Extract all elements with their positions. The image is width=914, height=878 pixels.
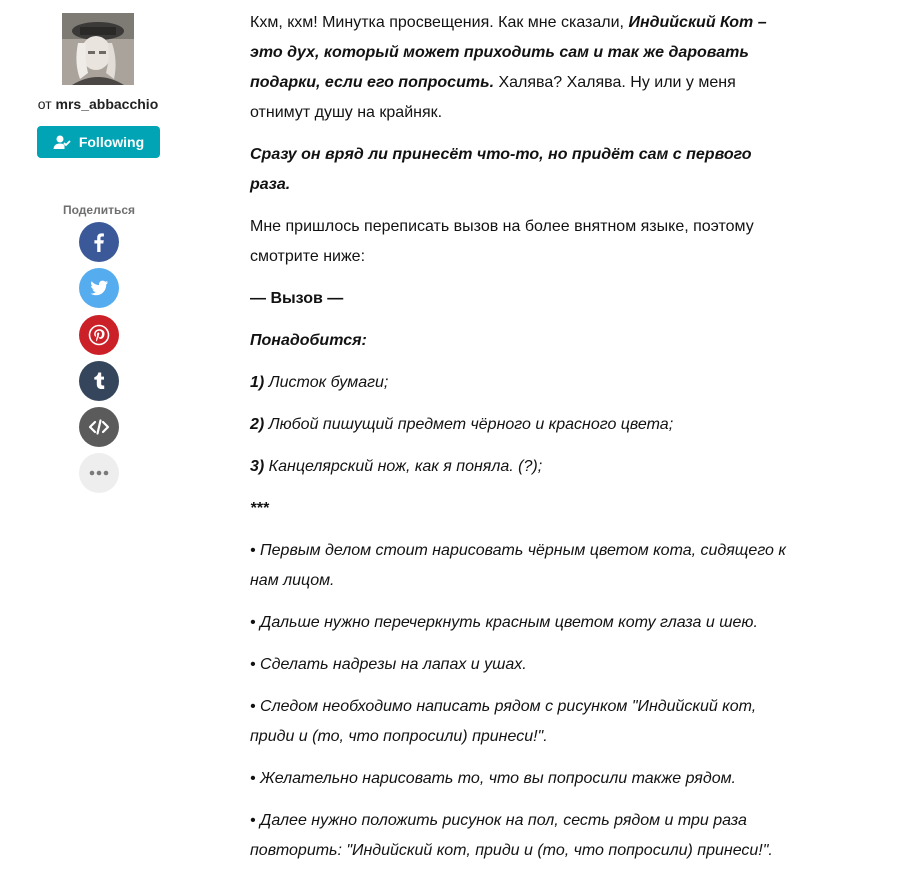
more-options-icon (87, 461, 111, 485)
requirement-text: Листок бумаги; (264, 374, 389, 391)
intro-paragraph (250, 8, 795, 128)
step-text: • Дальше нужно перечеркнуть красным цветом коту глаза и шею. (250, 614, 758, 631)
follow-button[interactable] (37, 126, 160, 158)
rewrite-paragraph: Мне пришлось переписать вызов на более внятном языке, поэтому смотрите ниже: (250, 218, 754, 265)
requirement-item (250, 368, 795, 398)
step-text: • Желательно нарисовать то, что вы попросили также рядом. (250, 770, 736, 787)
intro-emphasis: Индийский Кот – это дух, который может приходить сам и так же даровать подарки, если его попросить. (250, 14, 767, 91)
requirement-text: Любой пишущий предмет чёрного и красного цвета; (264, 416, 674, 433)
requirement-number: 3) (250, 458, 265, 475)
requirements-heading-text: Понадобится: (250, 332, 367, 349)
more-options-button[interactable] (79, 453, 119, 493)
step-item (250, 692, 795, 752)
step-text: • Сделать надрезы на лапах и ушах. (250, 656, 527, 673)
twitter-icon (87, 276, 111, 300)
intro-text: Кхм, кхм! Минутка просвещения. Как мне сказали, (250, 14, 629, 31)
author-prefix: от (37, 96, 52, 112)
note-paragraph (250, 140, 795, 200)
share-tumblr-button[interactable] (79, 361, 119, 401)
step-item (250, 764, 795, 794)
share-pinterest-button[interactable] (79, 315, 119, 355)
step-item (250, 650, 795, 680)
step-text: • Следом необходимо написать рядом с рисунком "Индийский кот, приди и (то, что попросили) принеси!". (250, 698, 757, 745)
requirement-number: 2) (250, 416, 265, 433)
requirement-text: Канцелярский нож, как я поняла. (?); (264, 458, 543, 475)
section-separator (250, 494, 795, 524)
tumblr-icon (87, 369, 111, 393)
avatar[interactable] (62, 13, 134, 85)
share-twitter-button[interactable] (79, 268, 119, 308)
step-text: • Первым делом стоит нарисовать чёрным цветом кота, сидящего к нам лицом. (250, 542, 786, 589)
embed-code-icon (87, 415, 111, 439)
step-item (250, 806, 795, 866)
requirements-heading (250, 326, 795, 356)
follow-button-label: Following (78, 134, 145, 150)
ritual-heading-text: — Вызов — (250, 290, 344, 307)
share-buttons (79, 222, 119, 500)
separator-stars: *** (250, 500, 269, 517)
user-check-icon (53, 134, 71, 150)
ritual-heading (250, 284, 795, 314)
share-embed-button[interactable] (79, 407, 119, 447)
step-text: • Далее нужно положить рисунок на пол, сесть рядом и три раза повторить: "Индийский кот, приди и (то, что попросили) принеси!". (250, 812, 773, 859)
pinterest-icon (87, 323, 111, 347)
requirement-number: 1) (250, 374, 265, 391)
author-sidebar (0, 0, 200, 836)
author-byline (0, 96, 196, 112)
requirement-item (250, 452, 795, 482)
facebook-icon (87, 230, 111, 254)
share-label: Поделиться (62, 203, 136, 217)
step-item (250, 608, 795, 638)
share-facebook-button[interactable] (79, 222, 119, 262)
step-item (250, 536, 795, 596)
avatar-image (62, 13, 134, 85)
article-body (250, 8, 795, 878)
intro-text-end: Халява? Халява. Ну или у меня отнимут душу на крайняк. (250, 74, 736, 121)
requirement-item (250, 410, 795, 440)
note-emphasis: Сразу он вряд ли принесёт что-то, но придёт сам с первого раза. (250, 146, 752, 193)
author-username[interactable]: mrs_abbacchio (55, 96, 159, 112)
